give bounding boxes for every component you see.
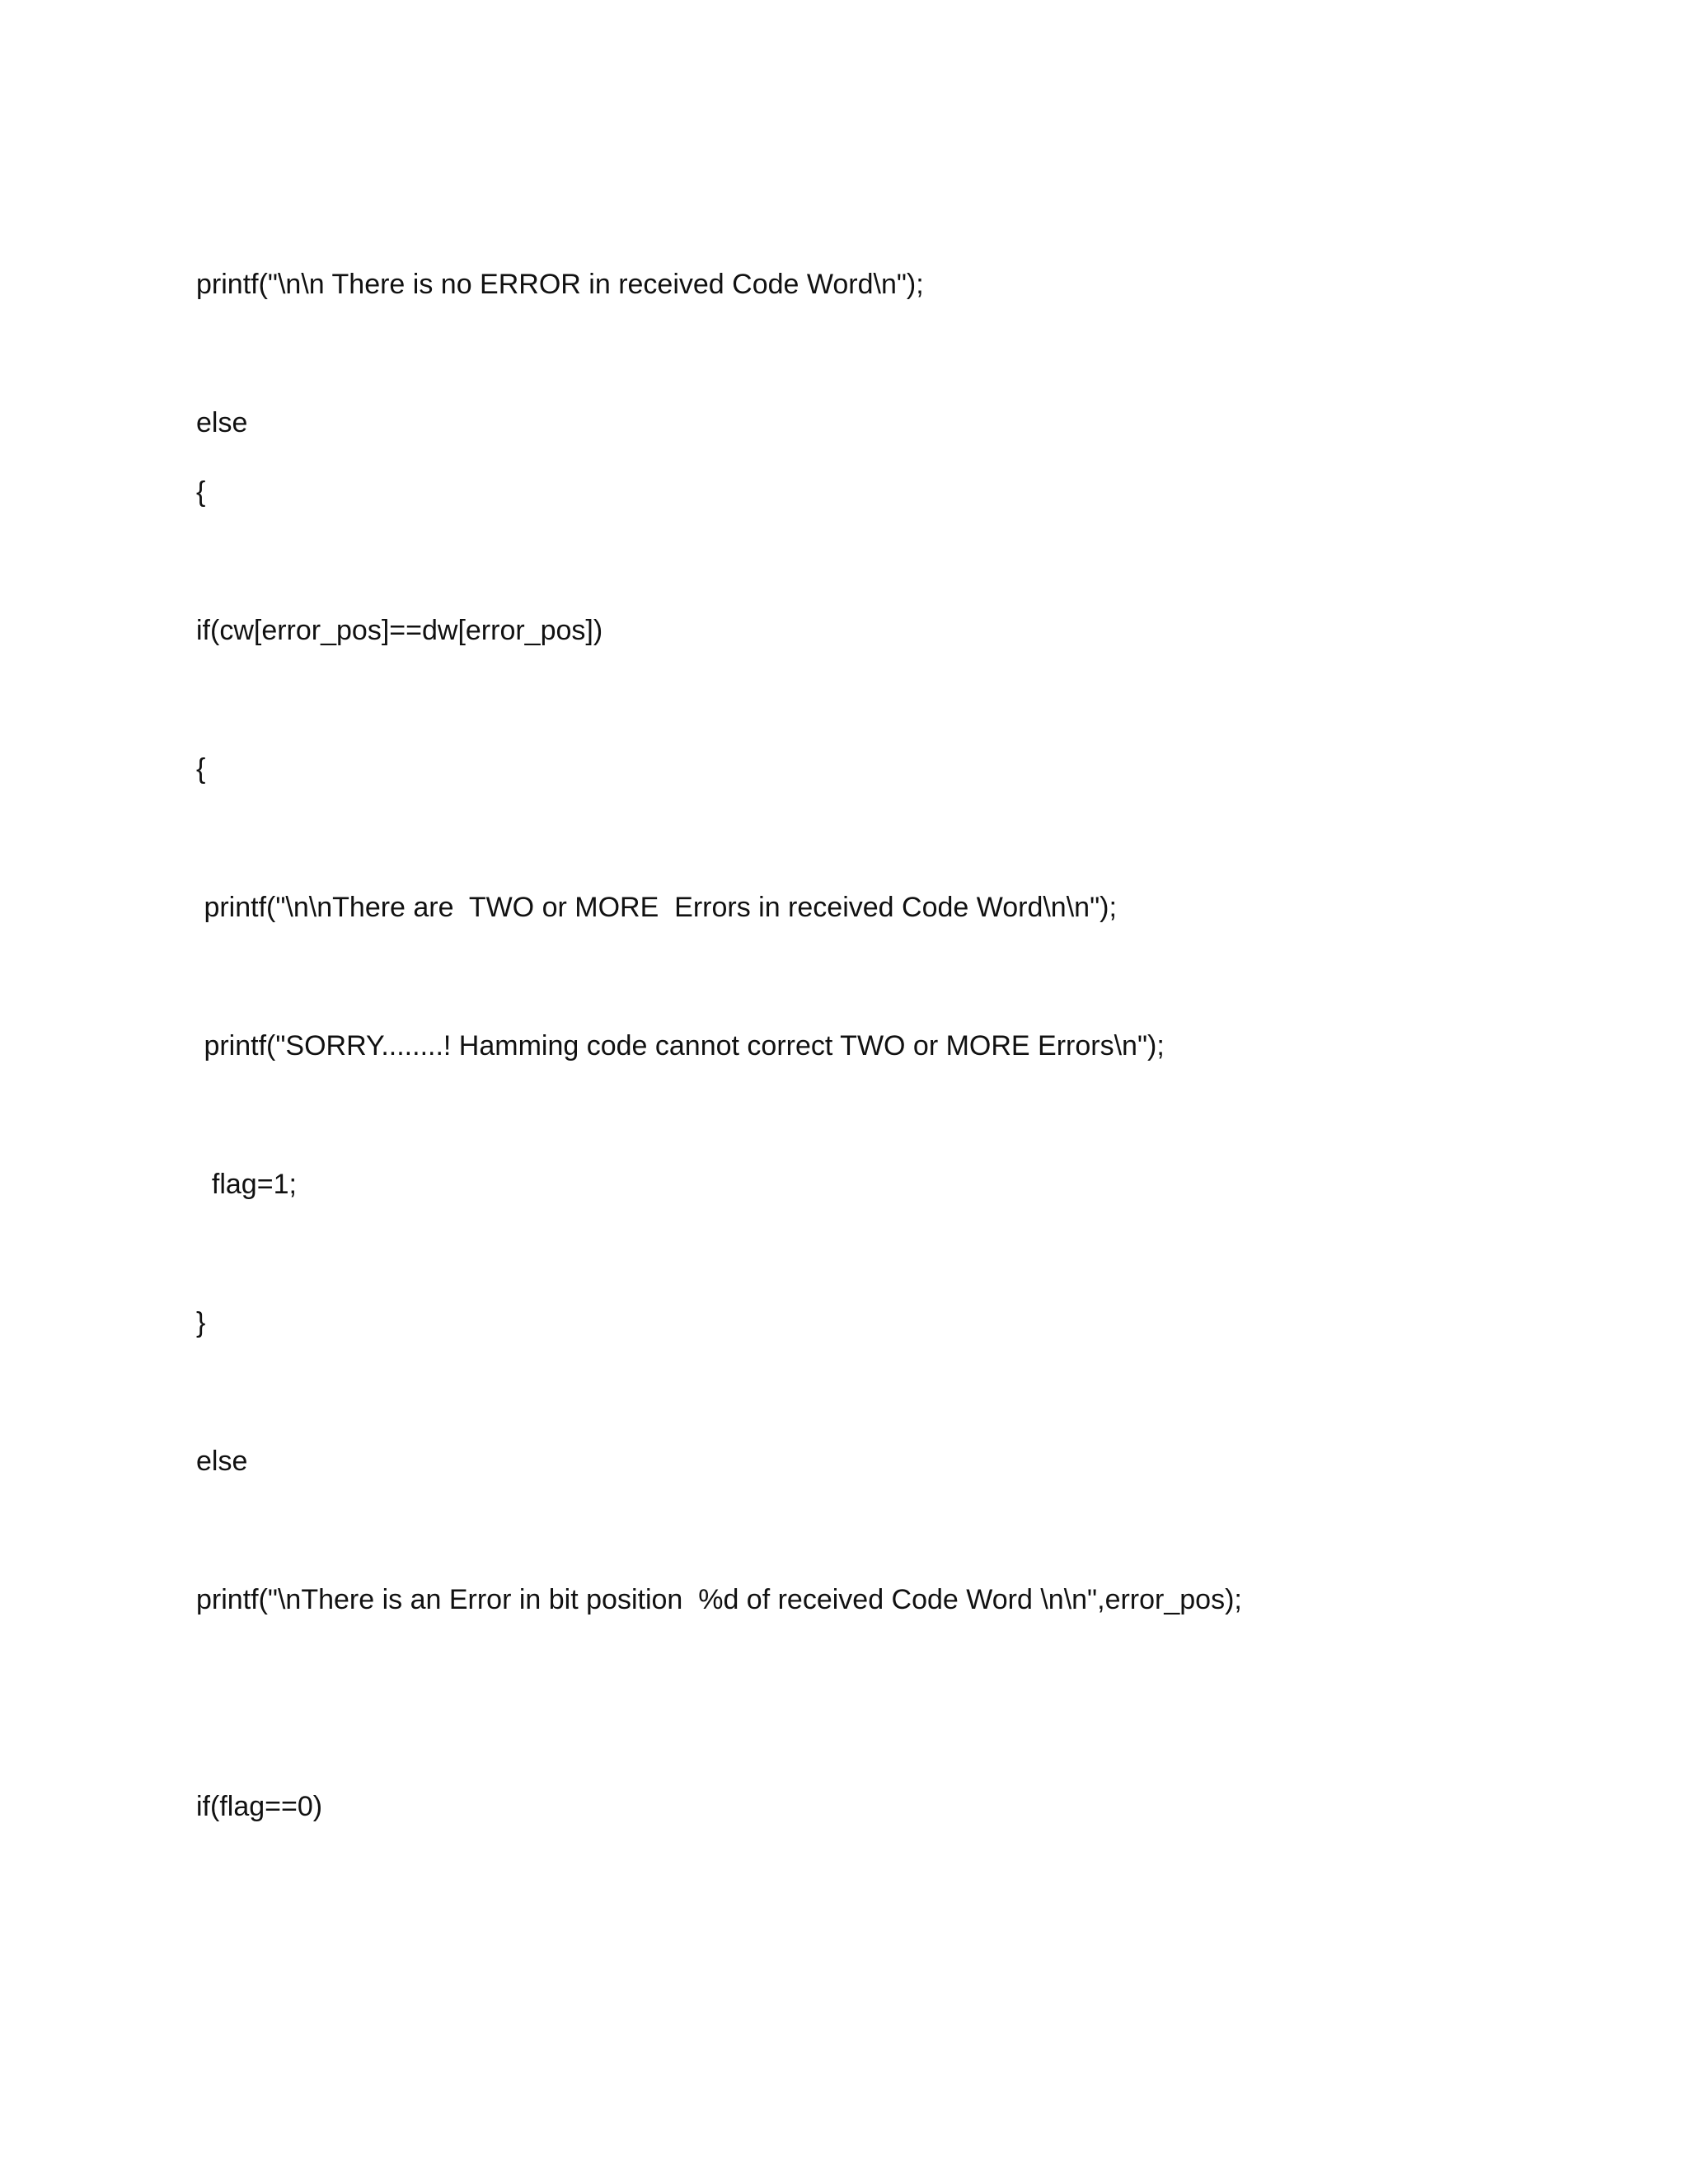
code-line-open-brace: { [196,476,206,508]
code-line-flag-assign: flag=1; [196,1169,297,1200]
code-line-printf-two-or-more: printf("\n\nThere are TWO or MORE Errors in received Code Word\n\n"); [196,892,1117,923]
code-line-printf-error-position: printf("\nThere is an Error in bit position %d of received Code Word \n\n",error_pos); [196,1584,1242,1615]
code-line-close-brace: } [196,1307,206,1338]
code-line-else: else [196,407,248,438]
code-line-printf-no-error: printf("\n\n There is no ERROR in received Code Word\n"); [196,269,924,300]
code-line-printf-sorry: printf("SORRY........! Hamming code cannot correct TWO or MORE Errors\n"); [196,1030,1165,1062]
code-line-if-flag-zero: if(flag==0) [196,1791,323,1822]
code-line-else: else [196,1446,248,1477]
code-line-if-cw-dw: if(cw[error_pos]==dw[error_pos]) [196,615,603,646]
code-line-open-brace: { [196,753,206,785]
